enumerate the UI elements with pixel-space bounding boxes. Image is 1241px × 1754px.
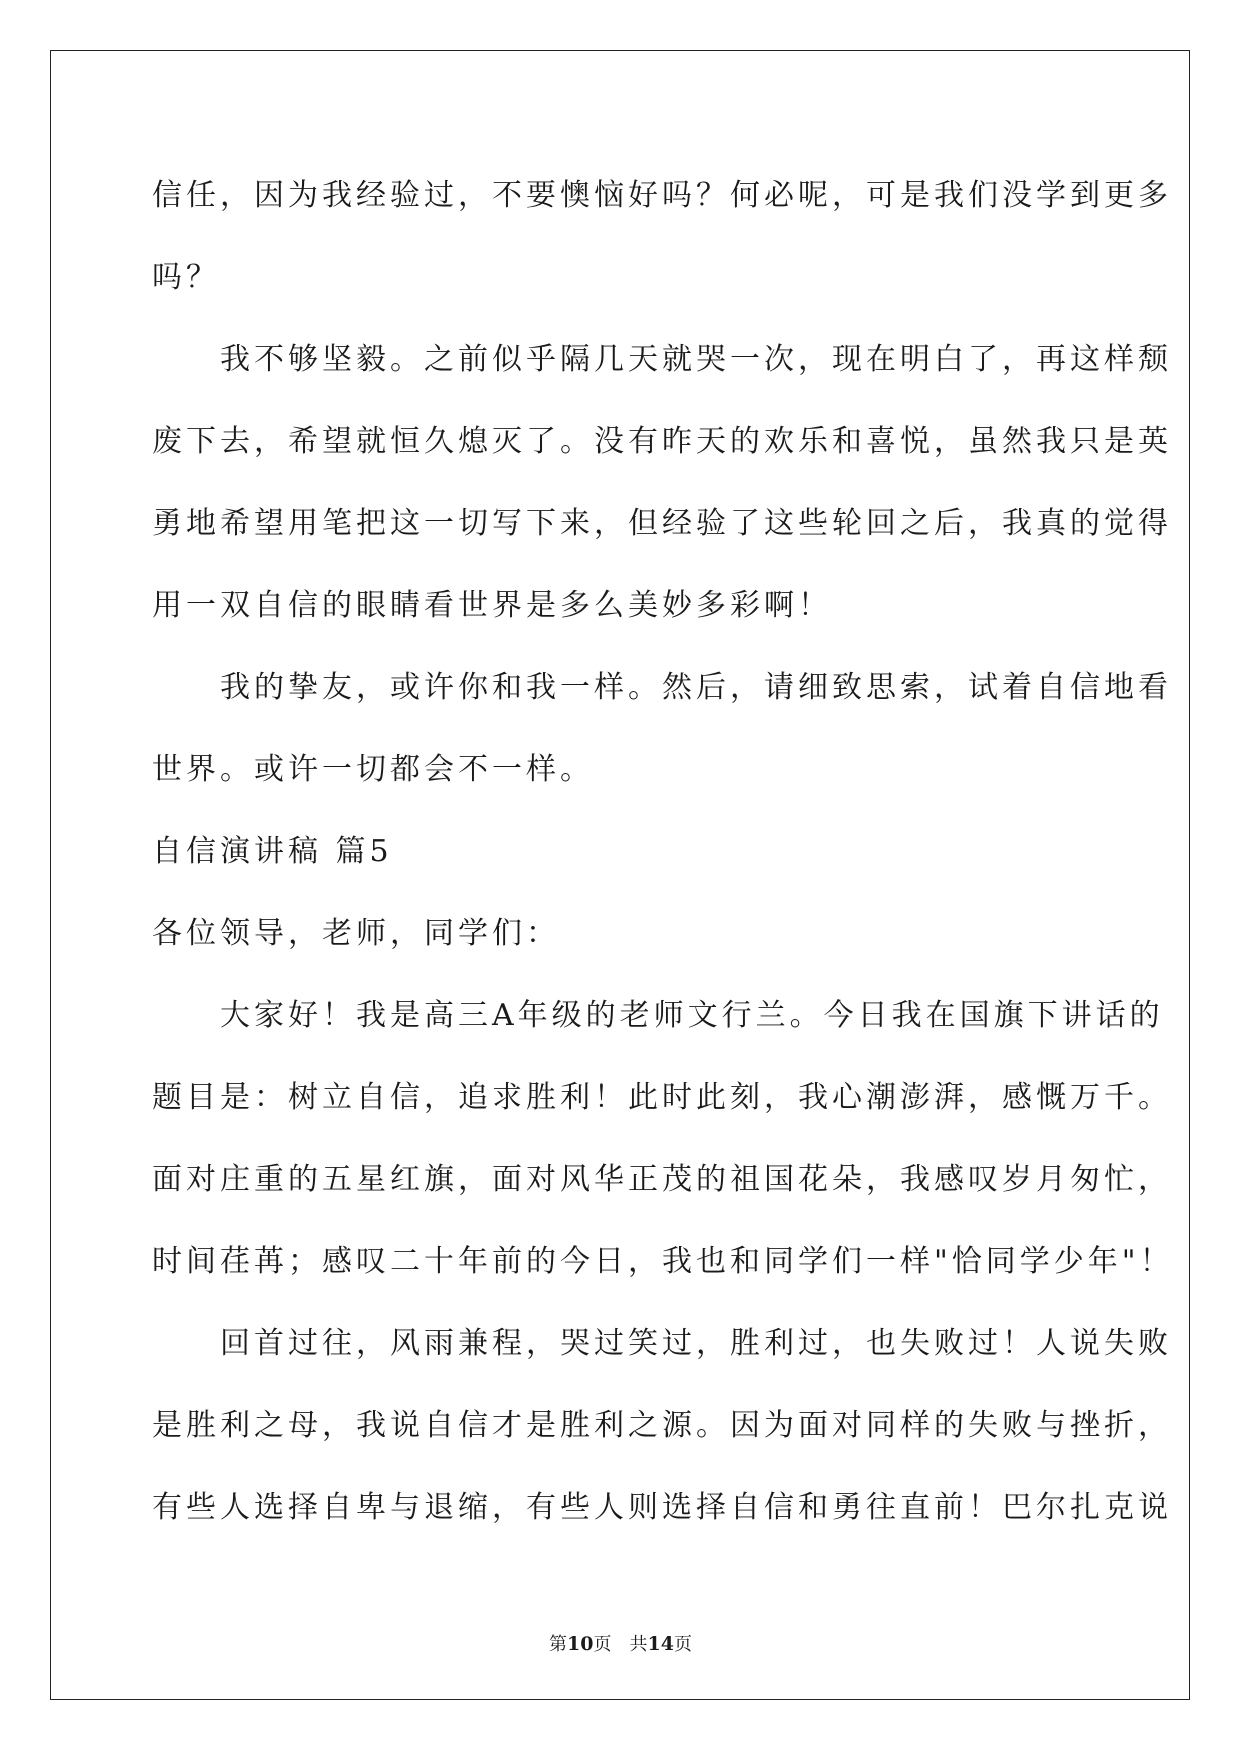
text-line: 勇地希望用笔把这一切写下来，但经验了这些轮回之后，我真的觉得 [152,506,1172,541]
text-line: 题目是：树立自信，追求胜利！此时此刻，我心潮澎湃，感慨万千。 [152,1080,1172,1115]
current-page-number: 10 [567,1633,594,1655]
footer-suffix: 页 [673,1634,692,1655]
footer-middle: 页 共 [593,1634,648,1655]
text-line: 时间荏苒；感叹二十年前的今日，我也和同学们一样"恰同学少年"！ [152,1244,1174,1279]
document-body [152,155,1174,1549]
text-line: 用一双自信的眼睛看世界是多么美妙多彩啊！ [152,588,832,623]
section-heading: 自信演讲稿 篇5 [152,834,393,869]
text-line: 有些人选择自卑与退缩，有些人则选择自信和勇往直前！巴尔扎克说 [152,1490,1172,1525]
text-line: 废下去，希望就恒久熄灭了。没有昨天的欢乐和喜悦，虽然我只是英 [152,424,1172,459]
text-line: 大家好！我是高三A年级的老师文行兰。今日我在国旗下讲话的 [152,998,1164,1033]
text-line: 面对庄重的五星红旗，面对风华正茂的祖国花朵，我感叹岁月匆忙， [152,1162,1172,1197]
text-line: 回首过往，风雨兼程，哭过笑过，胜利过，也失败过！人说失败 [152,1326,1172,1361]
salutation: 各位领导，老师，同学们： [152,916,560,951]
total-page-number: 14 [647,1633,674,1655]
text-line: 我的挚友，或许你和我一样。然后，请细致思索，试着自信地看 [152,670,1172,705]
text-line: 我不够坚毅。之前似乎隔几天就哭一次，现在明白了，再这样颓 [152,342,1172,377]
text-line: 信任，因为我经验过，不要懊恼好吗？何必呢，可是我们没学到更多 [152,178,1172,213]
footer-prefix: 第 [549,1634,568,1655]
text-line: 吗？ [152,260,220,295]
page-footer [0,1630,1241,1656]
text-line: 是胜利之母，我说自信才是胜利之源。因为面对同样的失败与挫折， [152,1408,1172,1443]
text-line: 世界。或许一切都会不一样。 [152,752,594,787]
